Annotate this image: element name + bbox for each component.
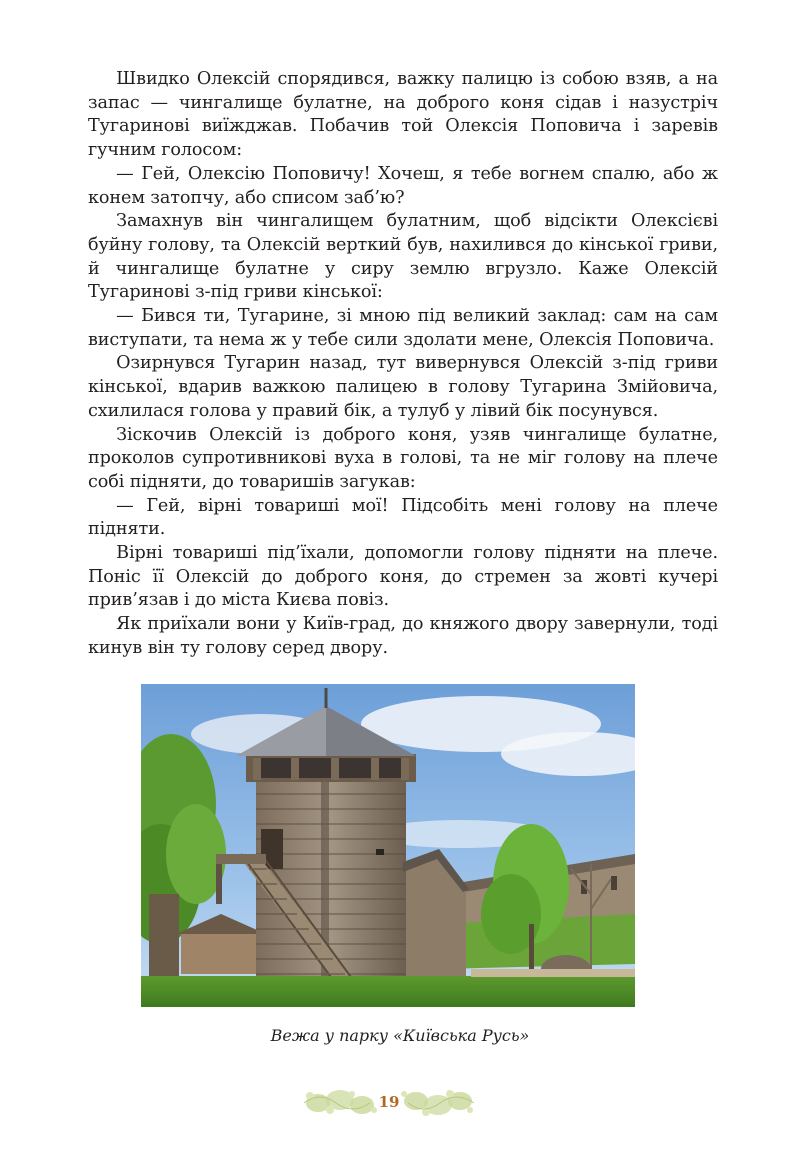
- paragraph: Замахнув він чингалищем булатним, щоб відсікти Олексієві буйну голову, та Олексій верткий був, нахилився до кінської гриви, й чингалище булатне у сиру землю вгрузло. Каже Олексій Тугаринові з-під гриви кінської:: [88, 211, 718, 303]
- paragraph: Вірні товариші під’їхали, допомогли голову підняти на плече. Поніс її Олексій до доброго коня, до стремен за жовті кучері прив’язав і до міста Києва повіз.: [88, 543, 718, 611]
- paragraph: Зіскочив Олексій із доброго коня, узяв чингалище булатне, проколов супротивникові вуха в голові, та не міг голову на плече собі підняти, до товаришів загукав:: [88, 424, 718, 492]
- paragraph: — Гей, Олексію Поповичу! Хочеш, я тебе вогнем спалю, або ж конем затопчу, або списом заб’ю?: [88, 163, 718, 208]
- paragraph: — Гей, вірні товариші мої! Підсобіть мені голову на плече підняти.: [88, 495, 718, 540]
- page-number: 19: [378, 1093, 400, 1111]
- main-text: [88, 68, 718, 661]
- paragraph: Озирнувся Тугарин назад, тут вивернувся Олексій з-під гриви кінської, вдарив важкою палицею в голову Тугарина Змійовича, схилилася голова у правий бік, а тулуб у лівий бік посунувся.: [88, 353, 718, 421]
- tower-photo: [141, 684, 635, 1007]
- paragraph: Як приїхали вони у Київ-град, до княжого двору завернули, тоді кинув він ту голову серед двору.: [88, 614, 718, 658]
- photo-caption: Вежа у парку «Київська Русь»: [270, 1026, 530, 1045]
- paragraph: — Бився ти, Тугарине, зі мною під великий заклад: сам на сам виступати, та нема ж у тебе сили здолати мене, Олексія Поповича.: [88, 306, 718, 350]
- paragraph: Швидко Олексій спорядився, важку палицю із собою взяв, а на запас — чингалище булатне, на доброго коня сідав і назустріч Тугаринові виїжджав. Побачив той Олексія Поповича і заревів гучним голосом:: [88, 69, 718, 161]
